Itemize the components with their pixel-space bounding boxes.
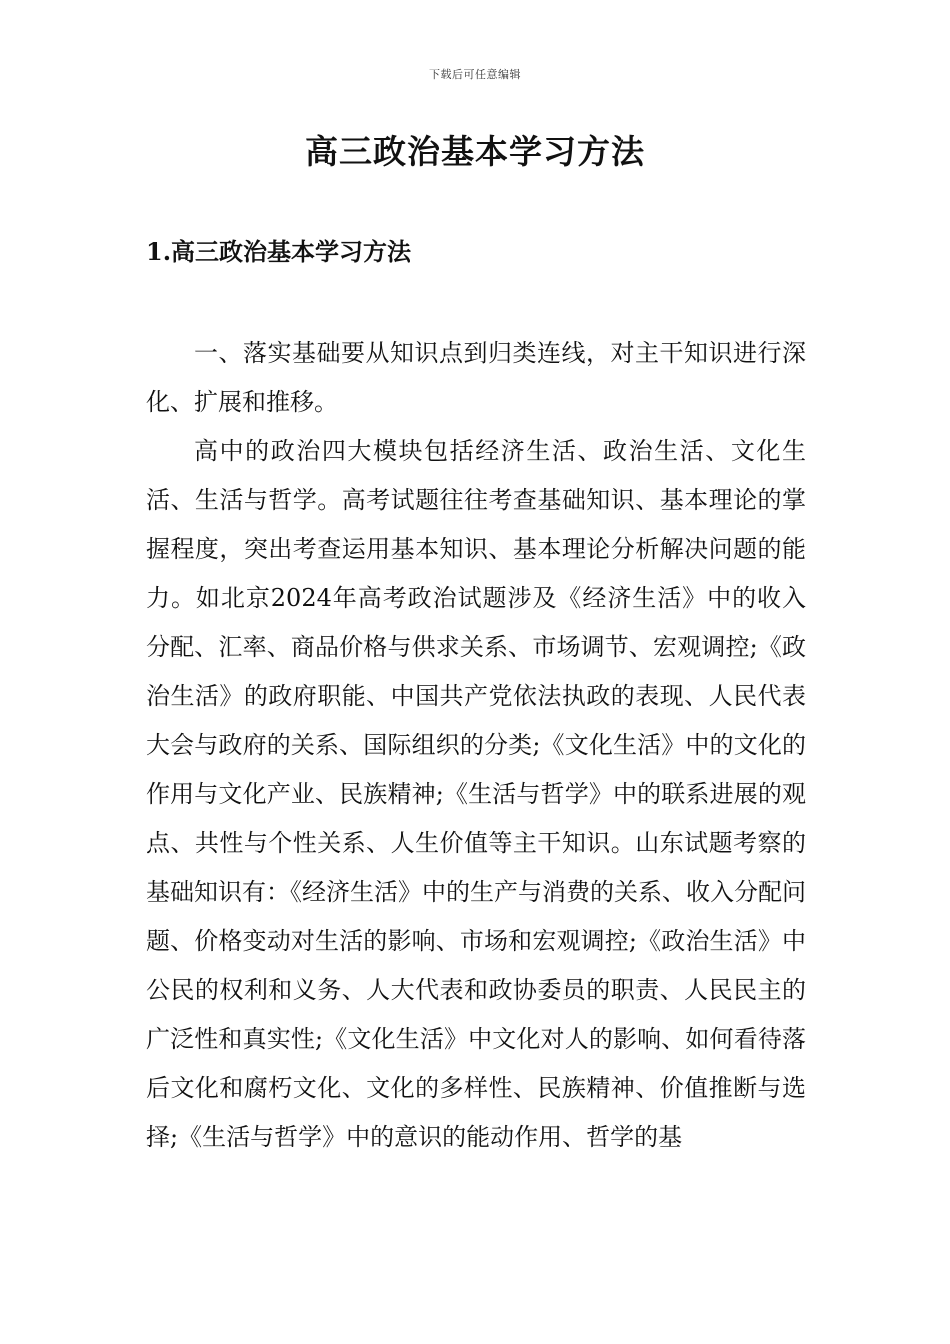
page-header-note: 下载后可任意编辑 [429, 68, 521, 81]
section-heading: 1.高三政治基本学习方法 [146, 237, 412, 266]
body-paragraph: 一、落实基础要从知识点到归类连线，对主干知识进行深化、扩展和推移。 [146, 339, 806, 416]
body-paragraph: 高中的政治四大模块包括经济生活、政治生活、文化生活、生活与哲学。高考试题往往考查基础知识、基本理论的掌握程度，突出考查运用基本知识、基本理论分析解决问题的能力。如北京2024年高考政治试题涉及《经济生活》中的收入分配、汇率、商品价格与供求关系、市场调节、宏观调控;《政治生活》的政府职能、中国共产党依法执政的表现、人民代表大会与政府的关系、国际组织的分类;《文化生活》中的文化的作用与文化产业、民族精神;《生活与哲学》中的联系进展的观点、共性与个性关系、人生价值等主干知识。山东试题考察的基础知识有：《经济生活》中的生产与消费的关系、收入分配问题、价格变动对生活的影响、市场和宏观调控;《政治生活》中公民的权利和义务、人大代表和政协委员的职责、人民民主的广泛性和真实性;《文化生活》中文化对人的影响、如何看待落后文化和腐朽文化、文化的多样性、民族精神、价值推断与选择;《生活与哲学》中的意识的能动作用、哲学的基 [146, 437, 806, 1151]
document-title: 高三政治基本学习方法 [305, 132, 645, 171]
